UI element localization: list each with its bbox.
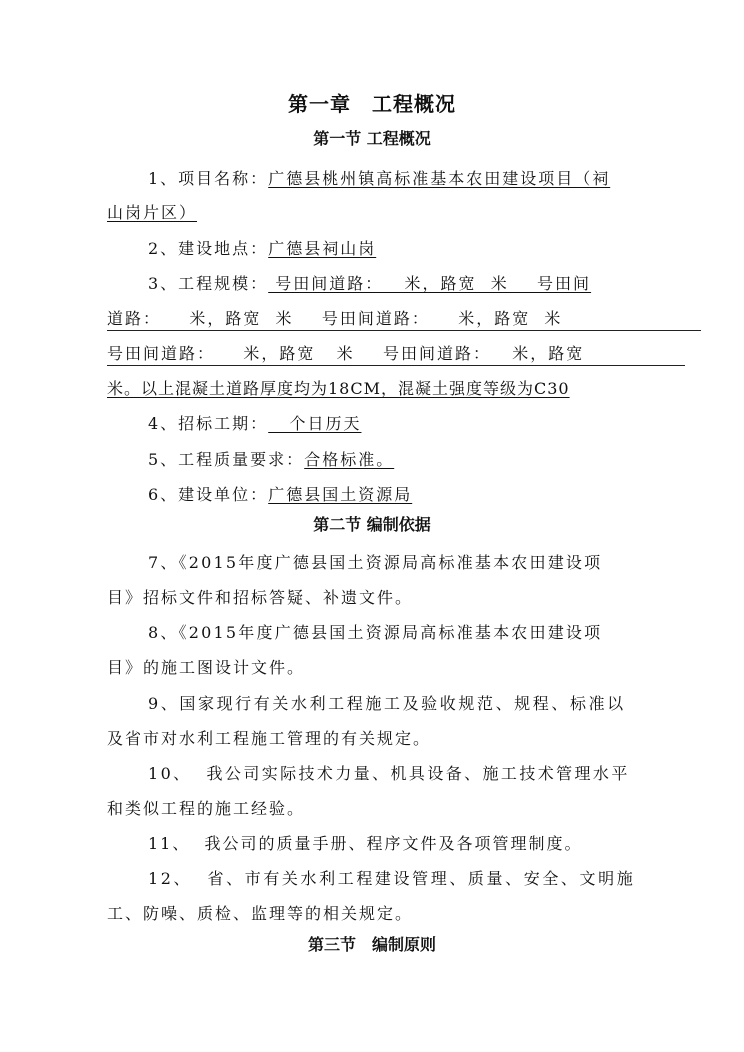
basis-12-line-1: 12、 省、市有关水利工程建设管理、质量、安全、文明施 [148, 869, 636, 888]
section-title-2: 第二节 编制依据 [313, 515, 431, 534]
section-title-3: 第三节 编制原则 [307, 935, 436, 954]
basis-9-line-1: 9、国家现行有关水利工程施工及验收规范、规程、标准以 [148, 694, 626, 713]
scale-line-1 [148, 273, 591, 295]
project-name-line [148, 168, 610, 190]
basis-12-line-2: 工、防噪、质检、监理等的相关规定。 [107, 904, 414, 923]
basis-8-line-2: 目》的施工图设计文件。 [107, 658, 306, 677]
owner-line [148, 484, 412, 506]
scale-label: 3、工程规模： [148, 274, 269, 293]
basis-10-line-1: 10、 我公司实际技术力量、机具设备、施工技术管理水平 [148, 764, 630, 783]
scale-line-4 [107, 378, 570, 400]
quality-label: 5、工程质量要求： [148, 450, 305, 469]
chapter-title: 第一章 工程概况 [288, 92, 456, 116]
basis-9-line-2: 及省市对水利工程施工管理的有关规定。 [107, 729, 432, 748]
scale-value-4: 米。以上混凝土道路厚度均为18CM，混凝土强度等级为C30 [107, 379, 570, 398]
duration-value: 个日历天 [268, 414, 362, 433]
scale-line-2: 道路： 米，路宽 米 号田间道路： 米，路宽 米 [107, 309, 563, 328]
scale-value-1: 号田间道路： 米，路宽 米 号田间 [268, 274, 592, 293]
owner-value: 广德县国土资源局 [268, 485, 413, 504]
quality-value: 合格标准。 [304, 450, 395, 469]
basis-7-line-1: 7、《2015年度广德县国土资源局高标准基本农田建设项 [148, 553, 603, 572]
scale-underline-2 [107, 330, 701, 331]
quality-line [148, 449, 394, 471]
project-name-label: 1、项目名称： [148, 169, 269, 188]
location-value: 广德县祠山岗 [268, 239, 377, 258]
basis-7-line-2: 目》招标文件和招标答疑、补遗文件。 [107, 588, 414, 607]
scale-underline-3 [107, 365, 685, 366]
basis-8-line-1: 8、《2015年度广德县国土资源局高标准基本农田建设项 [148, 623, 603, 642]
duration-line [148, 413, 361, 435]
project-name-value-2: 山岗片区） [107, 203, 198, 222]
basis-11-line-1: 11、 我公司的质量手册、程序文件及各项管理制度。 [148, 834, 583, 853]
project-name-value: 广德县桃州镇高标准基本农田建设项目（祠 [268, 169, 611, 188]
location-line [148, 238, 376, 260]
scale-line-3: 号田间道路： 米，路宽 米 号田间道路： 米，路宽 [107, 344, 585, 363]
owner-label: 6、建设单位： [148, 485, 269, 504]
project-name-line-2 [107, 202, 197, 224]
location-label: 2、建设地点： [148, 239, 269, 258]
duration-label: 4、招标工期： [148, 414, 269, 433]
section-title-1: 第一节 工程概况 [313, 129, 431, 148]
basis-10-line-2: 和类似工程的施工经验。 [107, 799, 306, 818]
